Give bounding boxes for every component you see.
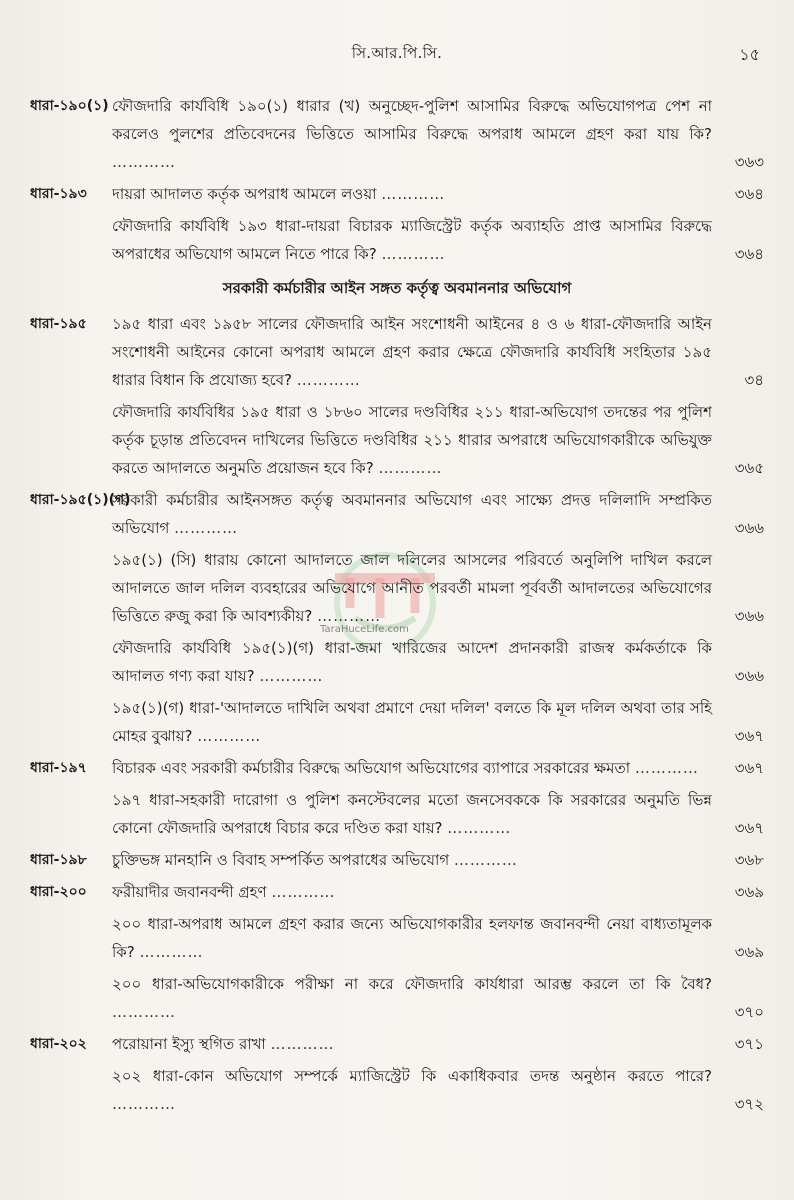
page-header — [0, 42, 794, 66]
toc-entry — [30, 310, 764, 394]
entry-text: ফৌজদারি কার্যবিধি ১৯৫(১)(গ) ধারা-জমা খারিজের আদেশ প্রদানকারী রাজস্ব কর্মকর্তাকে কি আদালত গণ্য করা যায়? ………… — [112, 639, 712, 685]
toc-entry — [30, 1030, 764, 1058]
toc-entry — [30, 910, 764, 966]
entry-page-number: ৩৪ — [744, 371, 764, 389]
dot-leader: ………… — [270, 1035, 335, 1053]
entry-page-number: ৩৬৬ — [734, 667, 764, 685]
entry-text: ২০২ ধারা-কোন অভিযোগ সম্পর্কে ম্যাজিস্ট্রেট কি একাধিকবার তদন্ত অনুষ্ঠান করতে পারে? ………… — [112, 1067, 712, 1113]
entry-page-number: ৩৬৫ — [734, 459, 764, 477]
page-number: ১৫ — [739, 45, 760, 64]
entry-page-number: ৩৬৯ — [734, 883, 764, 901]
section-heading: সরকারী কর্মচারীর আইন সঙ্গত কর্তৃত্ব অবমাননার অভিযোগ — [222, 279, 572, 297]
dot-leader: ………… — [112, 1003, 176, 1021]
dot-leader: ………… — [453, 851, 518, 869]
dot-leader: ………… — [447, 819, 512, 837]
toc-entry — [30, 212, 764, 268]
dot-leader: ………… — [139, 943, 204, 961]
entry-page-number: ৩৭০ — [734, 1003, 764, 1021]
entry-page-number: ৩৬৪ — [734, 185, 764, 203]
dot-leader: ………… — [296, 371, 361, 389]
section-label: ধারা-২০০ — [30, 884, 87, 900]
entry-page-number: ৩৬৪ — [734, 245, 764, 263]
dot-leader: ………… — [112, 153, 176, 171]
entry-page-number: ৩৬৬ — [734, 519, 764, 537]
dot-leader: ………… — [381, 245, 446, 263]
dot-leader: ………… — [378, 459, 443, 477]
dot-leader: ………… — [271, 883, 336, 901]
entry-text: ২০০ ধারা-অভিযোগকারীকে পরীক্ষা না করে ফৌজদারি কার্যধারা আরম্ভ করলে তা কি বৈধ? ………… — [112, 975, 712, 1021]
toc-entry — [30, 1062, 764, 1118]
toc-entry — [30, 634, 764, 690]
entry-text: দায়রা আদালত কর্তৃক অপরাধ আমলে লওয়া ………… — [112, 185, 446, 203]
entry-text: ফৌজদারি কার্যবিধি ১৯০(১) ধারার (খ) অনুচ্ছেদ-পুলিশ আসামির বিরুদ্ধে অভিযোগপত্র পেশ না করলেও পুলশের প্রতিবেদনের ভিত্তিতে আসামির বিরুদ্ধে অপরাধ আমলে গ্রহণ করা যায় কি? ………… — [112, 97, 712, 171]
toc-entry — [30, 694, 764, 750]
toc-entry — [30, 180, 764, 208]
section-label: ধারা-১৯৫(১)(গ) — [30, 492, 131, 508]
section-label: ধারা-১৯৮ — [30, 852, 87, 868]
entry-page-number: ৩৬৯ — [734, 943, 764, 961]
entry-text: ২০০ ধারা-অপরাধ আমলে গ্রহণ করার জন্যে অভিযোগকারীর হলফান্ত জবানবন্দী নেয়া বাধ্যতামূলক কি? ………… — [112, 915, 712, 961]
section-label: ধারা-১৯৩ — [30, 186, 87, 202]
entry-text: ১৯৭ ধারা-সহকারী দারোগা ও পুলিশ কনস্টেবলের মতো জনসেবককে কি সরকারের অনুমতি ভিন্ন কোনো ফৌজদারি অপরাধে বিচার করে দণ্ডিত করা যায়? ………… — [112, 791, 712, 837]
toc-entry — [30, 546, 764, 630]
toc-list — [30, 92, 764, 1122]
dot-leader: ………… — [112, 1095, 176, 1113]
dot-leader: ………… — [174, 519, 239, 537]
section-label: ধারা-২০২ — [30, 1036, 87, 1052]
entry-text: ফরীয়াদীর জবানবন্দী গ্রহণ ………… — [112, 883, 336, 901]
running-title: সি.আর.পি.সি. — [351, 44, 443, 62]
toc-entry — [30, 846, 764, 874]
entry-page-number: ৩৬৭ — [734, 759, 764, 777]
section-label: ধারা-১৯০(১) — [30, 98, 109, 114]
entry-text: পরোয়ানা ইস্যু স্থগিত রাখা ………… — [112, 1035, 335, 1053]
toc-entry — [30, 398, 764, 482]
dot-leader: ………… — [259, 667, 324, 685]
watermark-text: TaraHuceLife.com — [320, 624, 409, 635]
entry-text: চুক্তিভঙ্গ মানহানি ও বিবাহ সম্পর্কিত অপরাধের অভিযোগ ………… — [112, 851, 518, 869]
entry-text: সরকারী কর্মচারীর আইনসঙ্গত কর্তৃত্ব অবমাননার অভিযোগ এবং সাক্ষ্যে প্রদত্ত দলিলাদি সম্প্রকিত অভিযোগ ………… — [112, 491, 712, 537]
entry-page-number: ৩৬৩ — [734, 153, 764, 171]
dot-leader: ………… — [381, 185, 446, 203]
entry-page-number: ৩৬৭ — [734, 727, 764, 745]
dot-leader: ………… — [634, 759, 699, 777]
entry-text: ১৯৫(১) (সি) ধারায় কোনো আদালতে জাল দলিলের আসলের পরিবর্তে অনুলিপি দাখিল করলে আদালতে জাল দলিল ব্যবহারের অভিযোগে আনীত পরবর্তী মামলা পূর্ববর্তী আদালতের অভিযোগের ভিত্তিতে রুজু করা কি আবশ্যকীয়? ………… — [112, 551, 712, 625]
entry-text: ফৌজদারি কার্যবিধি ১৯৩ ধারা-দায়রা বিচারক ম্যাজিস্ট্রেট কর্তৃক অব্যাহতি প্রাপ্ত আসামির বিরুদ্ধে অপরাধের অভিযোগ আমলে নিতে পারে কি? ………… — [112, 217, 712, 263]
dot-leader: ………… — [197, 727, 262, 745]
section-label: ধারা-১৯৫ — [30, 316, 87, 332]
toc-entry — [30, 486, 764, 542]
entry-text: ১৯৫ ধারা এবং ১৯৫৮ সালের ফৌজদারি আইন সংশোধনী আইনের ৪ ও ৬ ধারা-ফৌজদারি আইন সংশোধনী আইনের কোনো অপরাধ আমলে গ্রহণ করার ক্ষেত্রে ফৌজদারি কার্যবিধি সংহিতার ১৯৫ ধারার বিধান কি প্রযোজ্য হবে? ………… — [112, 315, 712, 389]
entry-text: ১৯৫(১)(গ) ধারা-'আদালতে দাখিলি অথবা প্রমাণে দেয়া দলিল' বলতে কি মূল দলিল অথবা তার সহি মোহর বুঝায়? ………… — [112, 699, 712, 745]
entry-page-number: ৩৭১ — [734, 1035, 764, 1053]
dot-leader: ………… — [317, 607, 382, 625]
toc-entry — [30, 754, 764, 782]
entry-page-number: ৩৬৮ — [734, 851, 764, 869]
toc-entry — [30, 92, 764, 176]
entry-text: বিচারক এবং সরকারী কর্মচারীর বিরুদ্ধে অভিযোগ অভিযোগের ব্যাপারে সরকারের ক্ষমতা ………… — [112, 759, 699, 777]
entry-page-number: ৩৭২ — [734, 1095, 764, 1113]
toc-entry — [30, 878, 764, 906]
entry-page-number: ৩৬৬ — [734, 607, 764, 625]
entry-text: ফৌজদারি কার্যবিধির ১৯৫ ধারা ও ১৮৬০ সালের দণ্ডবিধির ২১১ ধারা-অভিযোগ তদন্তের পর পুলিশ কর্তৃক চূড়ান্ত প্রতিবেদন দাখিলের ভিত্তিতে দণ্ডবিধির ২১১ ধারার অপরাধে অভিযোগকারীকে অভিযুক্ত করতে আদালতে অনুমতি প্রয়োজন হবে কি? ………… — [112, 403, 712, 477]
entry-page-number: ৩৬৭ — [734, 819, 764, 837]
toc-entry — [30, 970, 764, 1026]
section-label: ধারা-১৯৭ — [30, 760, 87, 776]
toc-entry — [30, 786, 764, 842]
